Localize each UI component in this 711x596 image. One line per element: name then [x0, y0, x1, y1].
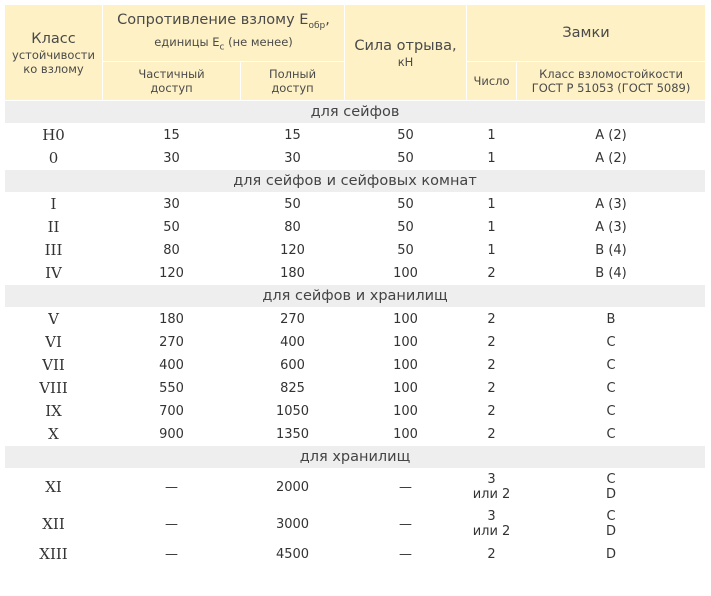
- cell-count: [467, 216, 517, 239]
- header-partial-line2: доступ: [150, 81, 193, 95]
- cell-lock: [517, 469, 706, 506]
- cell-force: 50: [345, 216, 467, 239]
- cell-count: [467, 543, 517, 566]
- cell-lock-line: D: [606, 524, 617, 539]
- cell-full: 15: [241, 124, 345, 147]
- section-title: для хранилищ: [5, 446, 706, 469]
- cell-cls: XI: [5, 469, 103, 506]
- cell-force: 100: [345, 400, 467, 423]
- cell-count-line: 2: [487, 334, 496, 350]
- header-full: [241, 62, 345, 101]
- cell-count: [467, 506, 517, 543]
- cell-lock: [517, 308, 706, 331]
- cell-count-line: 1: [487, 196, 496, 212]
- header-full-line1: Полный: [268, 67, 317, 81]
- cell-lock-line: C: [606, 472, 616, 487]
- cell-lock-line: C: [606, 380, 616, 396]
- section-title: для сейфов: [5, 101, 706, 124]
- table-header: [5, 5, 706, 101]
- cell-full: 1350: [241, 423, 345, 446]
- cell-count: [467, 423, 517, 446]
- cell-partial: —: [103, 543, 241, 566]
- cell-lock: [517, 377, 706, 400]
- cell-full: 400: [241, 331, 345, 354]
- cell-full: 3000: [241, 506, 345, 543]
- cell-lock: [517, 124, 706, 147]
- header-force-unit: кН: [397, 54, 414, 69]
- section-header-row: [5, 170, 706, 193]
- cell-count-line: 3: [487, 472, 496, 487]
- cell-lock: [517, 262, 706, 285]
- cell-count: [467, 262, 517, 285]
- cell-lock: [517, 331, 706, 354]
- cell-lock-line: B (4): [595, 242, 627, 258]
- cell-count-line: или 2: [472, 487, 511, 502]
- cell-full: 80: [241, 216, 345, 239]
- table-row: [5, 124, 706, 147]
- header-locks: Замки: [467, 5, 706, 62]
- header-lock-class-line2: ГОСТ Р 51053 (ГОСТ 5089): [531, 81, 691, 95]
- cell-count-line: 1: [487, 242, 496, 258]
- cell-lock-line: C: [606, 403, 616, 419]
- cell-count-line: 3: [487, 509, 496, 524]
- cell-count-line: 2: [487, 426, 496, 442]
- cell-partial: 50: [103, 216, 241, 239]
- cell-partial: —: [103, 469, 241, 506]
- cell-cls: 0: [5, 147, 103, 170]
- burglary-resistance-table: [4, 4, 706, 566]
- table-row: [5, 543, 706, 566]
- cell-full: 4500: [241, 543, 345, 566]
- cell-cls: II: [5, 216, 103, 239]
- table-row: [5, 262, 706, 285]
- header-lock-class: [517, 62, 706, 101]
- cell-full: 600: [241, 354, 345, 377]
- cell-lock: [517, 147, 706, 170]
- header-resistance-units-sub: c: [219, 42, 225, 53]
- table-row: [5, 216, 706, 239]
- header-resistance-title-end: ,: [325, 12, 330, 29]
- cell-count: [467, 239, 517, 262]
- cell-full: 180: [241, 262, 345, 285]
- cell-full: 50: [241, 193, 345, 216]
- cell-full: 30: [241, 147, 345, 170]
- cell-count-line: 2: [487, 357, 496, 373]
- table-row: [5, 354, 706, 377]
- cell-lock-line: C: [606, 426, 616, 442]
- section-header-row: [5, 101, 706, 124]
- cell-cls: IV: [5, 262, 103, 285]
- cell-lock-line: D: [606, 487, 617, 502]
- cell-force: —: [345, 506, 467, 543]
- cell-force: 100: [345, 354, 467, 377]
- header-class-line1: Класс: [31, 30, 76, 47]
- header-force: [345, 5, 467, 101]
- cell-cls: IX: [5, 400, 103, 423]
- cell-lock: [517, 400, 706, 423]
- header-class: [5, 5, 103, 101]
- table-row: [5, 239, 706, 262]
- table-row: [5, 377, 706, 400]
- cell-cls: I: [5, 193, 103, 216]
- cell-lock-line: C: [606, 509, 616, 524]
- cell-cls: VI: [5, 331, 103, 354]
- cell-lock-line: A (3): [595, 219, 627, 235]
- cell-count-line: 2: [487, 403, 496, 419]
- cell-count: [467, 147, 517, 170]
- header-class-line3: ко взлому: [23, 61, 84, 76]
- header-partial-line1: Частичный: [138, 67, 205, 81]
- cell-count-line: 2: [487, 311, 496, 327]
- cell-partial: 900: [103, 423, 241, 446]
- header-resistance-units-end: (не менее): [224, 35, 293, 50]
- cell-count: [467, 308, 517, 331]
- cell-count-line: 2: [487, 380, 496, 396]
- cell-lock-line: C: [606, 357, 616, 373]
- cell-count: [467, 400, 517, 423]
- cell-count-line: или 2: [472, 524, 511, 539]
- cell-lock-line: A (2): [595, 127, 627, 143]
- cell-force: 50: [345, 239, 467, 262]
- cell-lock: [517, 216, 706, 239]
- table-row: [5, 308, 706, 331]
- table-row: [5, 423, 706, 446]
- cell-lock: [517, 354, 706, 377]
- cell-lock-line: B: [606, 311, 616, 327]
- cell-force: 100: [345, 308, 467, 331]
- section-header-row: [5, 446, 706, 469]
- cell-lock: [517, 543, 706, 566]
- cell-lock-line: A (2): [595, 150, 627, 166]
- cell-count: [467, 124, 517, 147]
- cell-lock: [517, 193, 706, 216]
- cell-force: 100: [345, 262, 467, 285]
- table-row: [5, 193, 706, 216]
- cell-count: [467, 469, 517, 506]
- header-partial: [103, 62, 241, 101]
- cell-cls: X: [5, 423, 103, 446]
- table-row: [5, 469, 706, 506]
- cell-cls: V: [5, 308, 103, 331]
- header-full-line2: доступ: [271, 81, 314, 95]
- cell-lock-line: C: [606, 334, 616, 350]
- cell-partial: 15: [103, 124, 241, 147]
- header-resistance-title: Сопротивление взлому E: [117, 12, 309, 29]
- table-body: [5, 101, 706, 566]
- header-resistance-title-sub: обр: [308, 21, 326, 32]
- cell-count: [467, 193, 517, 216]
- cell-full: 825: [241, 377, 345, 400]
- cell-cls: III: [5, 239, 103, 262]
- cell-full: 2000: [241, 469, 345, 506]
- cell-cls: XII: [5, 506, 103, 543]
- cell-full: 270: [241, 308, 345, 331]
- cell-force: 50: [345, 147, 467, 170]
- header-resistance-units: единицы E: [154, 35, 220, 50]
- cell-count-line: 2: [487, 546, 496, 562]
- cell-force: 100: [345, 377, 467, 400]
- table-row: [5, 400, 706, 423]
- cell-partial: 550: [103, 377, 241, 400]
- header-count: Число: [467, 62, 517, 101]
- header-resistance: [103, 5, 345, 62]
- cell-partial: 120: [103, 262, 241, 285]
- cell-cls: VII: [5, 354, 103, 377]
- cell-cls: VIII: [5, 377, 103, 400]
- cell-count: [467, 354, 517, 377]
- header-force-title: Сила отрыва,: [354, 37, 457, 54]
- cell-lock-line: B (4): [595, 265, 627, 281]
- section-title: для сейфов и сейфовых комнат: [5, 170, 706, 193]
- cell-count-line: 2: [487, 265, 496, 281]
- cell-cls: XIII: [5, 543, 103, 566]
- table-row: [5, 506, 706, 543]
- cell-partial: —: [103, 506, 241, 543]
- cell-force: 100: [345, 423, 467, 446]
- table-row: [5, 331, 706, 354]
- cell-partial: 700: [103, 400, 241, 423]
- cell-count-line: 1: [487, 127, 496, 143]
- cell-count: [467, 377, 517, 400]
- cell-count: [467, 331, 517, 354]
- cell-force: 100: [345, 331, 467, 354]
- cell-force: 50: [345, 193, 467, 216]
- section-header-row: [5, 285, 706, 308]
- header-class-line2: устойчивости: [12, 47, 95, 62]
- cell-partial: 30: [103, 193, 241, 216]
- cell-partial: 400: [103, 354, 241, 377]
- cell-partial: 270: [103, 331, 241, 354]
- cell-count-line: 1: [487, 219, 496, 235]
- cell-full: 1050: [241, 400, 345, 423]
- cell-lock-line: A (3): [595, 196, 627, 212]
- section-title: для сейфов и хранилищ: [5, 285, 706, 308]
- cell-cls: H0: [5, 124, 103, 147]
- cell-lock: [517, 506, 706, 543]
- header-lock-class-line1: Класс взломостойкости: [539, 67, 683, 81]
- cell-lock: [517, 239, 706, 262]
- cell-force: —: [345, 543, 467, 566]
- cell-count-line: 1: [487, 150, 496, 166]
- cell-partial: 80: [103, 239, 241, 262]
- cell-lock-line: D: [606, 546, 617, 562]
- cell-full: 120: [241, 239, 345, 262]
- cell-partial: 180: [103, 308, 241, 331]
- cell-force: —: [345, 469, 467, 506]
- cell-force: 50: [345, 124, 467, 147]
- table-row: [5, 147, 706, 170]
- cell-partial: 30: [103, 147, 241, 170]
- cell-lock: [517, 423, 706, 446]
